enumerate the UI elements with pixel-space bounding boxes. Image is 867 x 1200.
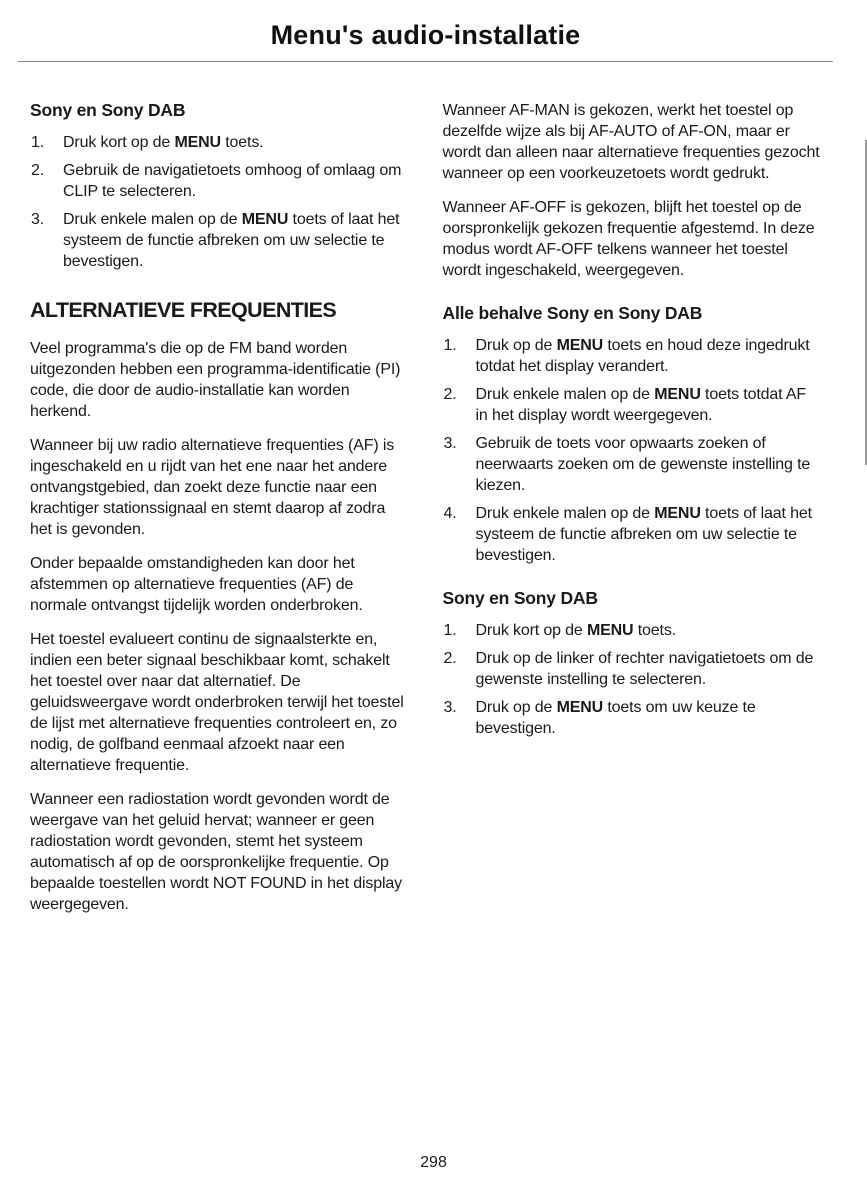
step-text: Druk enkele malen op de xyxy=(475,505,655,522)
list-item xyxy=(30,160,409,202)
list-item xyxy=(30,209,409,272)
step-text: toets. xyxy=(633,622,676,639)
step-text: toets om uw keuze te bevestigen. xyxy=(475,699,756,737)
paragraph: Wanneer AF-OFF is gekozen, blijft het toestel op de oorspronkelijk gekozen frequentie afgestemd. In deze modus wordt AF-OFF telkens wanneer het toestel wordt ingeschakeld, weergegeven. xyxy=(442,199,815,279)
step-text: Druk op de linker of rechter navigatietoets om de gewenste instelling te selecteren. xyxy=(475,650,814,688)
step-text: Druk op de xyxy=(475,699,557,716)
paragraph: Wanneer een radiostation wordt gevonden wordt de weergave van het geluid hervat; wanneer er geen radiostation wordt gevonden, stemt het systeem automatisch af op de oorspronkelijke frequentie. Op bepaalde toestellen wordt NOT FOUND in het display weergegeven. xyxy=(30,791,402,913)
step-keyword: MENU xyxy=(241,211,289,228)
list-item xyxy=(443,620,822,641)
paragraph: Wanneer bij uw radio alternatieve frequenties (AF) is ingeschakeld en u rijdt van het ene naar het andere ontvangstgebied, dan zoekt deze functie naar een krachtiger stationssignaal en stemt daarop af zodra het is gevonden. xyxy=(30,437,395,538)
numbered-steps-alle-behalve xyxy=(443,335,822,566)
paragraph: Veel programma's die op de FM band worden uitgezonden hebben een programma-identificatie (PI) code, die door de audio-installatie kan worden herkend. xyxy=(30,340,401,420)
list-item xyxy=(443,648,822,690)
paragraph: Onder bepaalde omstandigheden kan door het afstemmen op alternatieve frequenties (AF) de normale ontvangst tijdelijk worden onderbroken. xyxy=(30,555,363,614)
page-title: Menu's audio-installatie xyxy=(270,20,581,50)
step-text: Gebruik de toets voor opwaarts zoeken of neerwaarts zoeken om de gewenste instelling te kiezen. xyxy=(475,435,811,494)
page-header xyxy=(30,20,821,62)
section-heading-alle-behalve: Alle behalve Sony en Sony DAB xyxy=(442,303,703,323)
list-item xyxy=(443,697,822,739)
step-text: Druk kort op de xyxy=(63,134,175,151)
section-heading-sony-dab: Sony en Sony DAB xyxy=(30,100,186,120)
right-column xyxy=(443,100,822,928)
title-divider xyxy=(18,61,833,62)
page-footer xyxy=(0,1154,867,1172)
step-keyword: MENU xyxy=(586,622,634,639)
list-item xyxy=(443,384,822,426)
step-keyword: MENU xyxy=(556,337,604,354)
step-text: toets of laat het systeem de functie afbreken om uw selectie te bevestigen. xyxy=(475,505,812,564)
step-keyword: MENU xyxy=(556,699,604,716)
step-text: Druk kort op de xyxy=(475,622,587,639)
page-number: 298 xyxy=(420,1154,447,1171)
two-column-layout xyxy=(30,100,821,928)
left-column xyxy=(30,100,409,928)
list-item xyxy=(443,335,822,377)
section-heading-sony-dab-2: Sony en Sony DAB xyxy=(442,588,598,608)
step-text: Gebruik de navigatietoets omhoog of omlaag om CLIP te selecteren. xyxy=(63,162,402,200)
list-item xyxy=(443,503,822,566)
numbered-steps-sony-dab-2 xyxy=(443,620,822,739)
numbered-steps-sony-dab xyxy=(30,132,409,272)
step-keyword: MENU xyxy=(654,386,701,403)
list-item xyxy=(30,132,409,153)
step-text: toets. xyxy=(220,134,264,151)
step-text: Druk enkele malen op de xyxy=(63,211,242,228)
step-text: toets en houd deze ingedrukt totdat het display verandert. xyxy=(475,337,810,375)
step-text: toets of laat het systeem de functie afbreken om uw selectie te bevestigen. xyxy=(63,211,400,270)
step-keyword: MENU xyxy=(174,134,221,151)
step-text: Druk enkele malen op de xyxy=(475,386,655,403)
major-heading-alternatieve-frequenties: ALTERNATIEVE FREQUENTIES xyxy=(30,298,337,322)
paragraph: Wanneer AF-MAN is gekozen, werkt het toestel op dezelfde wijze als bij AF-AUTO of AF-ON, maar er wordt dan alleen naar alternatieve frequenties gezocht wanneer op een voorkeuzetoets wordt gedrukt. xyxy=(442,102,820,182)
list-item xyxy=(443,433,822,496)
step-text: toets totdat AF in het display wordt weergegeven. xyxy=(475,386,806,424)
step-keyword: MENU xyxy=(654,505,701,522)
step-text: Druk op de xyxy=(475,337,557,354)
paragraph: Het toestel evalueert continu de signaalsterkte en, indien een beter signaal beschikbaar komt, schakelt het toestel over naar dat alternatief. De geluidsweergave wordt onderbroken terwijl het toestel de lijst met alternatieve frequenties controleert en, zo nodig, de golfband eenmaal afzoekt naar een alternatieve frequentie. xyxy=(30,631,404,774)
